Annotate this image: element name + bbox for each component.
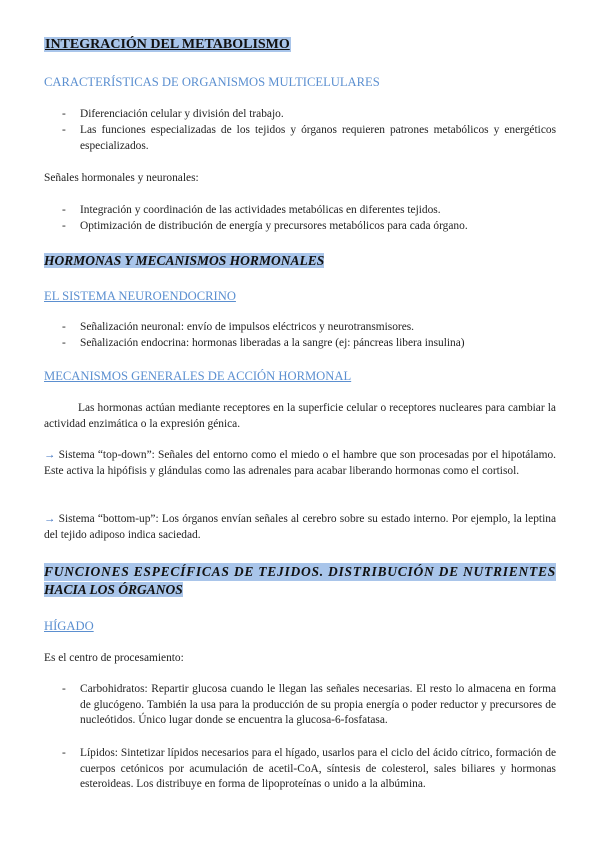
paragraph-hormonas: Las hormonas actúan mediante receptores en la superficie celular o receptores nucleares para cambiar la actividad enzimática o la expresión génica.	[44, 402, 556, 430]
bullet-dash: -	[62, 124, 66, 136]
list-item-diferenciacion: Diferenciación celular y división del trabajo.	[80, 108, 284, 120]
list-item-endocrina: Señalización endocrina: hormonas liberadas a la sangre (ej: páncreas libera insulina)	[80, 337, 465, 349]
list-item-lipidos: Lípidos: Sintetizar lípidos necesarios para el hígado, usarlos para el ciclo del ácido cítrico, formación de cuerpos cetónicos por acumulación de acetil-CoA, síntesis de colesterol, sales biliares y hormonas esteroideas. Los distribuye en forma de lipoproteínas o unido a la albúmina.	[80, 747, 556, 791]
list-item-optimizacion: Optimización de distribución de energía y precursores metabólicos para cada órgano.	[80, 220, 468, 232]
list-item-carbohidratos: Carbohidratos: Repartir glucosa cuando le llegan las señales necesarias. El resto lo almacena en forma de glucógeno. También la usa para la producción de su propia energía o poder reductor y precursores de nucleótidos. Único lugar donde se encuentra la glucosa-6-fosfatasa.	[80, 683, 556, 727]
bullet-dash: -	[62, 747, 66, 759]
bullet-dash: -	[62, 204, 66, 216]
bullet-dash: -	[62, 337, 66, 349]
heading-funciones-line1: FUNCIONES ESPECÍFICAS DE TEJIDOS. DISTRIBUCIÓN DE NUTRIENTES	[44, 564, 557, 579]
subheading-mecanismos: MECANISMOS GENERALES DE ACCIÓN HORMONAL	[44, 369, 352, 383]
subheading-neuroendocrino: EL SISTEMA NEUROENDOCRINO	[44, 289, 236, 303]
subheading-caracteristicas: CARACTERÍSTICAS DE ORGANISMOS MULTICELULARES	[44, 75, 380, 89]
paragraph-bottom-up	[44, 512, 556, 543]
list-item-neuronal: Señalización neuronal: envío de impulsos eléctricos y neurotransmisores.	[80, 321, 415, 333]
bullet-dash: -	[62, 321, 66, 333]
senales-label: Señales hormonales y neuronales:	[44, 172, 199, 184]
heading-funciones-line2: HACIA LOS ÓRGANOS	[44, 582, 183, 597]
heading-integracion-text: INTEGRACIÓN DEL METABOLISMO	[45, 37, 290, 52]
heading-integracion	[44, 35, 291, 53]
heading-funciones	[44, 563, 556, 599]
paragraph-bottom-up-text: Sistema “bottom-up”: Los órganos envían señales al cerebro sobre su estado interno. Por ejemplo, la leptina del tejido adiposo indica saciedad.	[44, 513, 556, 541]
bullet-dash: -	[62, 220, 66, 232]
arrow-right-icon: →	[44, 449, 56, 461]
heading-hormonas	[44, 252, 324, 270]
bullet-dash: -	[62, 108, 66, 120]
paragraph-centro: Es el centro de procesamiento:	[44, 652, 184, 664]
subheading-higado: HÍGADO	[44, 619, 94, 633]
arrow-right-icon: →	[44, 513, 56, 525]
paragraph-top-down-text: Sistema “top-down”: Señales del entorno como el miedo o el hambre que son procesadas por el hipotálamo. Este activa la hipófisis y glándulas como las adrenales para acabar liberando hormonas como el cortisol.	[44, 449, 556, 477]
paragraph-top-down	[44, 448, 556, 479]
bullet-dash: -	[62, 683, 66, 695]
list-item-integracion: Integración y coordinación de las actividades metabólicas en diferentes tejidos.	[80, 204, 441, 216]
heading-hormonas-text: HORMONAS Y MECANISMOS HORMONALES	[44, 253, 325, 268]
list-item-funciones-especializadas: Las funciones especializadas de los tejidos y órganos requieren patrones metabólicos y energéticos especializados.	[80, 124, 556, 152]
